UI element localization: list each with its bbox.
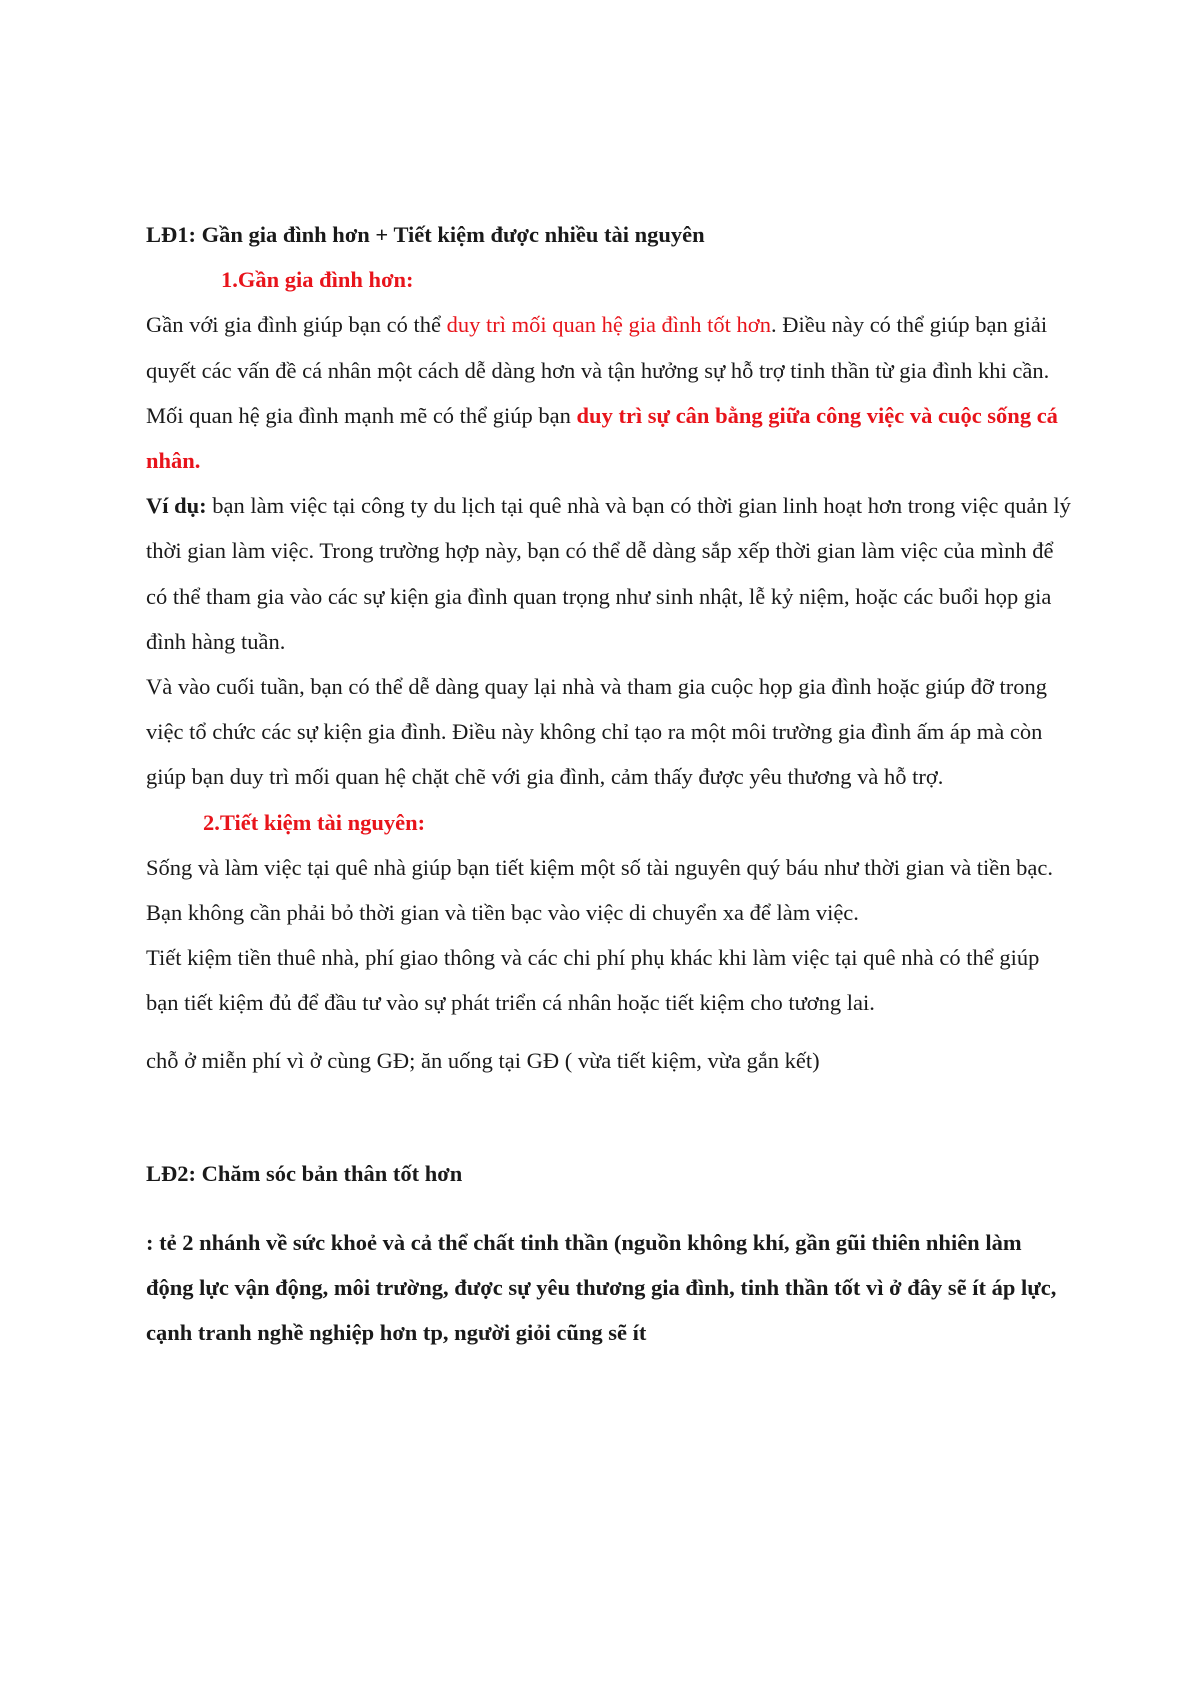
section2-paragraph-3: chỗ ở miễn phí vì ở cùng GĐ; ăn uống tại GĐ ( vừa tiết kiệm, vừa gắn kết)	[146, 1047, 820, 1073]
section1-p1-highlight: duy trì mối quan hệ gia đình tốt hơn	[446, 312, 771, 338]
section1-p2-highlight: duy trì sự cân bằng giữa công việc và cuộc sống cá nhân.	[146, 402, 1058, 474]
section1-paragraph-1	[146, 302, 1071, 392]
example-text: bạn làm việc tại công ty du lịch tại quê nhà và bạn có thời gian linh hoạt hơn trong việc quản lý thời gian làm việc. Trong trường hợp này, bạn có thể dễ dàng sắp xếp thời gian làm việc của mình để có thể tham gia vào các sự kiện gia đình quan trọng như sinh nhật, lễ kỷ niệm, hoặc các buổi họp gia đình hàng tuần.	[146, 493, 1071, 654]
section1-heading: 1.Gần gia đình hơn:	[221, 267, 414, 293]
section1-p1-text-b: . Điều này có thể giúp bạn giải quyết các vấn đề cá nhân một cách dễ dàng hơn và tận hưởng sự hỗ trợ tinh thần từ gia đình khi cần.	[146, 312, 1050, 383]
ld2-title: LĐ2: Chăm sóc bản thân tốt hơn	[146, 1160, 463, 1186]
section1-paragraph-3	[146, 483, 1071, 664]
ld1-title: LĐ1: Gần gia đình hơn + Tiết kiệm được nhiều tài nguyên	[146, 222, 705, 247]
document-body	[146, 212, 1071, 1356]
section1-p1-text-a: Gần với gia đình giúp bạn có thể	[146, 312, 447, 338]
section1-paragraph-4: Và vào cuối tuần, bạn có thể dễ dàng quay lại nhà và tham gia cuộc họp gia đình hoặc giúp đỡ trong việc tổ chức các sự kiện gia đình. Điều này không chỉ tạo ra một môi trường gia đình ấm áp mà còn giúp bạn duy trì mối quan hệ chặt chẽ với gia đình, cảm thấy được yêu thương và hỗ trợ.	[146, 674, 1048, 790]
section2-paragraph-1: Sống và làm việc tại quê nhà giúp bạn tiết kiệm một số tài nguyên quý báu như thời gian và tiền bạc. Bạn không cần phải bỏ thời gian và tiền bạc vào việc di chuyển xa để làm việc.	[146, 854, 1054, 926]
section1-paragraph-2	[146, 393, 1071, 483]
section1-p2-text-a: Mối quan hệ gia đình mạnh mẽ có thể giúp bạn	[146, 402, 577, 428]
section2-paragraph-2: Tiết kiệm tiền thuê nhà, phí giao thông và các chi phí phụ khác khi làm việc tại quê nhà có thể giúp bạn tiết kiệm đủ để đầu tư vào sự phát triển cá nhân hoặc tiết kiệm cho tương lai.	[146, 945, 1040, 1016]
ld2-paragraph-1: : tẻ 2 nhánh về sức khoẻ và cả thể chất tinh thần (nguồn không khí, gần gũi thiên nhiên làm động lực vận động, môi trường, được sự yêu thương gia đình, tinh thần tốt vì ở đây sẽ ít áp lực, cạnh tranh nghề nghiệp hơn tp, người giỏi cũng sẽ ít	[146, 1230, 1057, 1346]
example-label: Ví dụ:	[146, 493, 207, 519]
section2-heading: 2.Tiết kiệm tài nguyên:	[203, 809, 426, 835]
